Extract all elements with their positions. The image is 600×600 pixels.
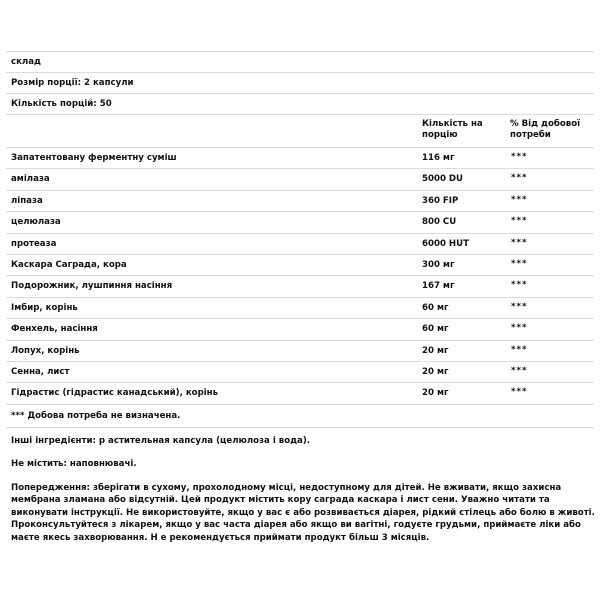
does-not-contain: Не містить: наповнювачі. xyxy=(11,459,137,470)
table-header xyxy=(6,115,594,147)
table-row xyxy=(6,383,594,403)
column-amount-header: Кількість на порцію xyxy=(422,119,483,140)
ingredient-name: Фенхель, насіння xyxy=(11,324,98,335)
ingredient-name: Сенна, лист xyxy=(11,366,70,377)
ingredient-amount: 167 мг xyxy=(422,281,455,292)
ingredient-dv: *** xyxy=(511,344,528,355)
other-ingredients: Інші інгредієнти: р астительная капсула (целюлоза і вода). xyxy=(11,435,311,446)
ingredient-amount: 116 мг xyxy=(422,153,455,163)
ingredient-dv: *** xyxy=(511,387,528,398)
ingredient-dv: *** xyxy=(511,173,528,184)
ingredient-dv: *** xyxy=(511,280,528,291)
table-row xyxy=(6,319,594,339)
ingredient-dv: *** xyxy=(511,237,528,248)
table-row xyxy=(6,148,594,168)
dv-footnote: *** Добова потреба не визначена. xyxy=(11,410,181,421)
table-row xyxy=(6,341,594,361)
ingredient-amount: 60 мг xyxy=(422,324,449,335)
ingredient-amount: 360 FIP xyxy=(422,195,459,206)
ingredient-dv: *** xyxy=(511,194,528,205)
table-row xyxy=(6,169,594,189)
ingredient-dv: *** xyxy=(511,323,528,334)
ingredient-name: Гідрастис (гідрастис канадський), корінь xyxy=(11,388,219,399)
ingredient-dv: *** xyxy=(511,365,528,376)
warning-text: Попередження: зберігати в сухому, прохолодному місці, недоступному для дітей. Не вживати, якщо захисна мембрана зламана або відсутній. Цей продукт містить кору саграда каскара і лист сени. Уважно читати та виконувати інструкції. Не використовуйте, якщо у вас є або розвивається діарея, рідкий стілець або болю в животі. Проконсультуйтеся з лікарем, якщо у вас часта діарея або якщо ви вагітні, годуєте грудьми, приймаєте ліки або маєте якесь захворювання. Н е рекомендується приймати продукт більш 3 місяців. xyxy=(11,482,595,543)
supplement-facts xyxy=(6,51,594,544)
table-row xyxy=(6,191,594,211)
ingredient-name: амілаза xyxy=(11,174,50,185)
table-row xyxy=(6,276,594,296)
ingredient-amount: 6000 HUT xyxy=(422,238,469,249)
ingredient-dv: *** xyxy=(511,258,528,269)
servings-count: Кількість порцій: 50 xyxy=(11,99,112,109)
ingredient-name: целюлаза xyxy=(11,217,61,228)
table-row xyxy=(6,362,594,382)
ingredient-dv: *** xyxy=(511,152,528,162)
ingredient-name: ліпаза xyxy=(11,195,43,206)
ingredient-name: протеаза xyxy=(11,238,57,249)
table-row xyxy=(6,212,594,232)
serving-size: Розмір порції: 2 капсули xyxy=(11,78,134,88)
table-row xyxy=(6,255,594,275)
ingredient-dv: *** xyxy=(511,216,528,227)
ingredient-rows xyxy=(6,148,594,405)
ingredient-amount: 20 мг xyxy=(422,345,449,356)
ingredient-amount: 20 мг xyxy=(422,366,449,377)
ingredient-amount: 5000 DU xyxy=(422,174,464,185)
ingredient-name: Каскара Саграда, кора xyxy=(11,259,127,270)
ingredient-amount: 60 мг xyxy=(422,302,449,313)
ingredient-amount: 300 мг xyxy=(422,259,455,270)
column-dv-header: % Від добової потреби xyxy=(510,119,581,140)
ingredient-name: Імбир, корінь xyxy=(11,302,78,313)
ingredient-name: Подорожник, лушпиння насіння xyxy=(11,281,173,292)
facts-title: склад xyxy=(11,57,41,67)
table-row xyxy=(6,298,594,318)
ingredient-name: Лопух, корінь xyxy=(11,345,80,356)
table-row xyxy=(6,234,594,254)
ingredient-name: Запатентовану ферментну суміш xyxy=(11,153,177,163)
ingredient-amount: 20 мг xyxy=(422,388,449,399)
ingredient-amount: 800 CU xyxy=(422,217,457,228)
ingredient-dv: *** xyxy=(511,301,528,312)
